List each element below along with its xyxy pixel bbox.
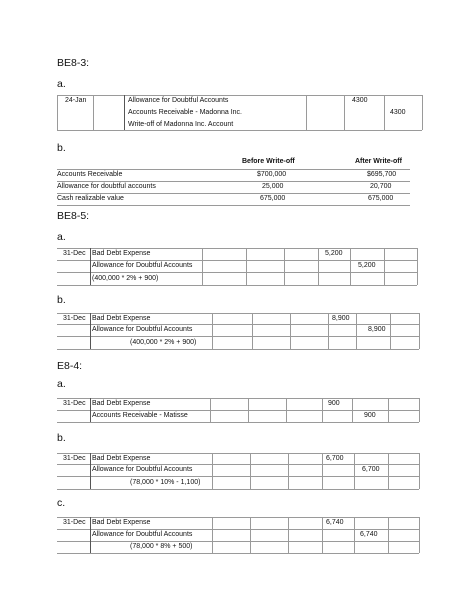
table-rule	[384, 248, 385, 285]
entry-date: 31-Dec	[63, 250, 86, 257]
heading-be8-3: BE8-3:	[57, 57, 90, 69]
table-rule	[350, 248, 351, 285]
entry-account-credit: Allowance for Doubtful Accounts	[92, 262, 193, 269]
table-rule	[322, 398, 323, 422]
table-rule	[322, 453, 323, 489]
table-rule	[328, 313, 329, 349]
table-rule	[57, 553, 419, 554]
table-rule	[384, 95, 385, 130]
table-rule	[288, 517, 289, 553]
table-rule	[57, 464, 419, 465]
table-rule	[290, 313, 291, 349]
part-label-a: a.	[57, 231, 66, 243]
entry-debit-amount: 8,900	[332, 315, 350, 322]
row-after-value: 675,000	[368, 195, 394, 202]
row-label: Allowance for doubtful accounts	[57, 183, 156, 190]
table-rule	[354, 453, 355, 489]
entry-credit-amount: 900	[364, 412, 376, 419]
table-rule	[318, 248, 319, 285]
entry-account-credit: Allowance for Doubtful Accounts	[92, 466, 193, 473]
entry-date: 31-Dec	[63, 455, 86, 462]
entry-date: 31-Dec	[63, 400, 86, 407]
table-rule	[57, 205, 410, 206]
column-header-before: Before Write-off	[242, 158, 295, 165]
entry-date: 31-Dec	[63, 315, 86, 322]
table-rule	[57, 181, 410, 182]
table-rule	[57, 272, 417, 273]
table-rule	[57, 324, 419, 325]
part-label-b: b.	[57, 294, 66, 306]
table-rule	[284, 248, 285, 285]
entry-credit-amount: 5,200	[358, 262, 376, 269]
entry-credit-amount: 4300	[390, 109, 406, 116]
row-before-value: 675,000	[260, 195, 286, 202]
part-label-a: a.	[57, 378, 66, 390]
entry-explanation: Write-off of Madonna Inc. Account	[128, 121, 234, 128]
table-rule	[90, 398, 91, 422]
table-rule	[286, 398, 287, 422]
column-header-after: After Write-off	[355, 158, 402, 165]
table-rule	[210, 398, 211, 422]
table-rule	[388, 517, 389, 553]
table-rule	[124, 95, 125, 130]
table-rule	[212, 453, 213, 489]
entry-account-debit: Bad Debt Expense	[92, 455, 151, 462]
table-rule	[322, 517, 323, 553]
entry-account-debit: Allowance for Doubtful Accounts	[128, 97, 229, 104]
table-rule	[354, 517, 355, 553]
table-rule	[90, 517, 91, 553]
table-rule	[288, 453, 289, 489]
entry-debit-amount: 5,200	[325, 250, 343, 257]
table-rule	[57, 529, 419, 530]
entry-account-credit: Accounts Receivable - Madonna Inc.	[128, 109, 243, 116]
entry-explanation: (400,000 * 2% + 900)	[130, 339, 197, 346]
table-rule	[57, 410, 419, 411]
table-rule	[57, 336, 419, 337]
heading-be8-5: BE8-5:	[57, 210, 90, 222]
table-rule	[202, 248, 203, 285]
entry-debit-amount: 6,740	[326, 519, 344, 526]
table-rule	[57, 349, 419, 350]
entry-credit-amount: 8,900	[368, 326, 386, 333]
table-rule	[57, 476, 419, 477]
table-rule	[57, 169, 410, 170]
table-rule	[57, 260, 417, 261]
table-rule	[57, 95, 422, 96]
table-rule	[90, 453, 91, 489]
table-rule	[419, 398, 420, 422]
entry-explanation: (400,000 * 2% + 900)	[92, 275, 159, 282]
part-label-c: c.	[57, 497, 66, 509]
table-rule	[57, 489, 419, 490]
table-rule	[57, 285, 417, 286]
entry-debit-amount: 900	[328, 400, 340, 407]
table-rule	[57, 95, 58, 130]
entry-date: 31-Dec	[63, 519, 86, 526]
table-rule	[250, 517, 251, 553]
row-before-value: 25,000	[262, 183, 284, 190]
table-rule	[352, 398, 353, 422]
entry-explanation: (78,000 * 10% - 1,100)	[130, 479, 201, 486]
table-rule	[57, 398, 419, 399]
table-rule	[57, 517, 419, 518]
entry-account-credit: Allowance for Doubtful Accounts	[92, 326, 193, 333]
table-rule	[250, 453, 251, 489]
table-rule	[248, 398, 249, 422]
entry-date: 24-Jan	[65, 97, 87, 104]
table-rule	[417, 248, 418, 285]
table-rule	[57, 130, 422, 131]
table-rule	[57, 453, 419, 454]
table-rule	[57, 248, 417, 249]
entry-account-debit: Bad Debt Expense	[92, 519, 151, 526]
entry-explanation: (78,000 * 8% + 500)	[130, 543, 193, 550]
heading-e8-4: E8-4:	[57, 360, 83, 372]
table-rule	[388, 398, 389, 422]
table-rule	[422, 95, 423, 130]
entry-account-debit: Bad Debt Expense	[92, 400, 151, 407]
table-rule	[356, 313, 357, 349]
entry-account-credit: Allowance for Doubtful Accounts	[92, 531, 193, 538]
table-rule	[252, 313, 253, 349]
entry-credit-amount: 6,700	[362, 466, 380, 473]
table-rule	[57, 541, 419, 542]
part-label-a: a.	[57, 78, 66, 90]
table-rule	[388, 453, 389, 489]
row-after-value: $695,700	[367, 171, 397, 178]
table-rule	[246, 248, 247, 285]
entry-account-debit: Bad Debt Expense	[92, 250, 151, 257]
table-rule	[344, 95, 345, 130]
row-label: Accounts Receivable	[57, 171, 123, 178]
table-rule	[93, 95, 94, 130]
row-before-value: $700,000	[257, 171, 287, 178]
entry-debit-amount: 4300	[352, 97, 368, 104]
table-rule	[212, 313, 213, 349]
table-rule	[212, 517, 213, 553]
table-rule	[57, 422, 419, 423]
entry-account-debit: Bad Debt Expense	[92, 315, 151, 322]
entry-credit-amount: 6,740	[360, 531, 378, 538]
part-label-b: b.	[57, 432, 66, 444]
table-rule	[306, 95, 307, 130]
entry-debit-amount: 6,700	[326, 455, 344, 462]
table-rule	[57, 193, 410, 194]
table-rule	[419, 453, 420, 489]
entry-account-credit: Accounts Receivable - Matisse	[92, 412, 188, 419]
table-rule	[419, 313, 420, 349]
table-rule	[57, 313, 419, 314]
table-rule	[390, 313, 391, 349]
row-label: Cash realizable value	[57, 195, 124, 202]
table-rule	[90, 248, 91, 285]
table-rule	[90, 313, 91, 349]
part-label-b: b.	[57, 142, 66, 154]
table-rule	[419, 517, 420, 553]
row-after-value: 20,700	[370, 183, 392, 190]
